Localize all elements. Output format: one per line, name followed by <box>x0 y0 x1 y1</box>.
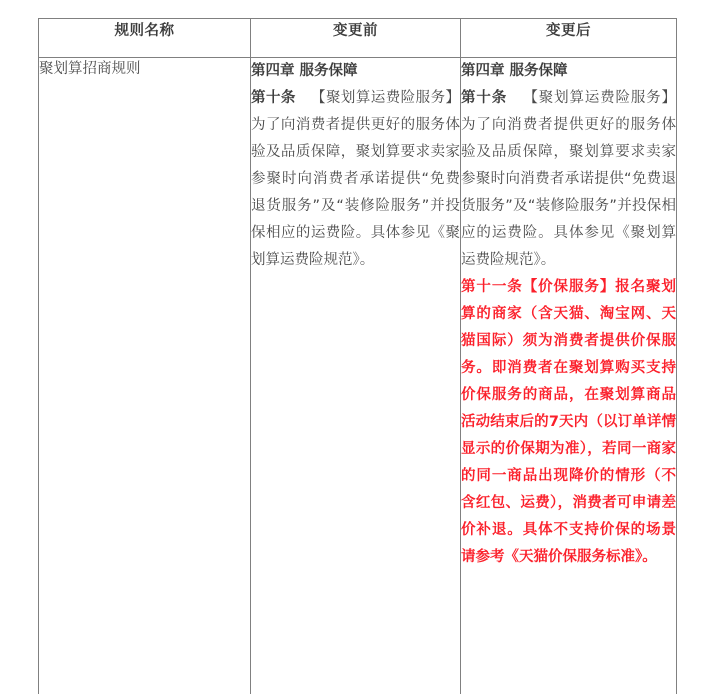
rule-change-comparison-table <box>38 18 677 694</box>
after-added-clause-label: 第十一条 <box>461 279 523 295</box>
before-clause-spacer <box>296 90 311 106</box>
before-clause-paragraph <box>251 85 460 274</box>
after-added-clause-paragraph <box>461 274 676 571</box>
column-header-after-change: 变更后 <box>461 19 677 58</box>
after-added-clause-body: 【价保服务】报名聚划算的商家（含天猫、淘宝网、天猫国际）须为消费者提供价保服务。即消费者在聚划算购买支持价保服务的商品，在聚划算商品活动结束后的7天内（以订单详情显示的价保期为准），若同一商家的同一商品出现降价的情形（不含红包、运费），消费者可申请差价补退。具体不支持价保的场景请参考《天猫价保服务标准》。 <box>461 279 677 565</box>
table-header-row <box>39 19 677 58</box>
after-clause-body: 【聚划算运费险服务】为了向消费者提供更好的服务体验及品质保障，聚划算要求卖家参聚时向消费者承诺提供“免费退货服务”及“装修险服务”并投保相应的运费险。具体参见《聚划算运费险规范》。 <box>461 90 677 268</box>
before-chapter-heading-text: 第四章 服务保障 <box>251 63 358 79</box>
before-clause-body: 【聚划算运费险服务】为了向消费者提供更好的服务体验及品质保障，聚划算要求卖家参聚时向消费者承诺提供“免费退货服务”及“装修险服务”并投保相应的运费险。具体参见《聚划算运费险规范》。 <box>251 90 461 268</box>
rule-name-text: 聚划算招商规则 <box>39 61 141 77</box>
cell-before-change <box>251 58 461 694</box>
table-body <box>39 58 677 694</box>
column-header-before-change: 变更前 <box>251 19 461 58</box>
before-chapter-heading <box>251 58 460 85</box>
table-header <box>39 19 677 58</box>
after-clause-paragraph <box>461 85 676 274</box>
after-chapter-heading-text: 第四章 服务保障 <box>461 63 568 79</box>
cell-rule-name <box>39 58 251 694</box>
after-clause-label: 第十条 <box>461 90 508 106</box>
column-header-rule-name: 规则名称 <box>39 19 251 58</box>
table-row <box>39 58 677 694</box>
after-chapter-heading <box>461 58 676 85</box>
after-clause-spacer <box>507 90 523 106</box>
cell-after-change <box>461 58 677 694</box>
before-clause-label: 第十条 <box>251 90 296 106</box>
